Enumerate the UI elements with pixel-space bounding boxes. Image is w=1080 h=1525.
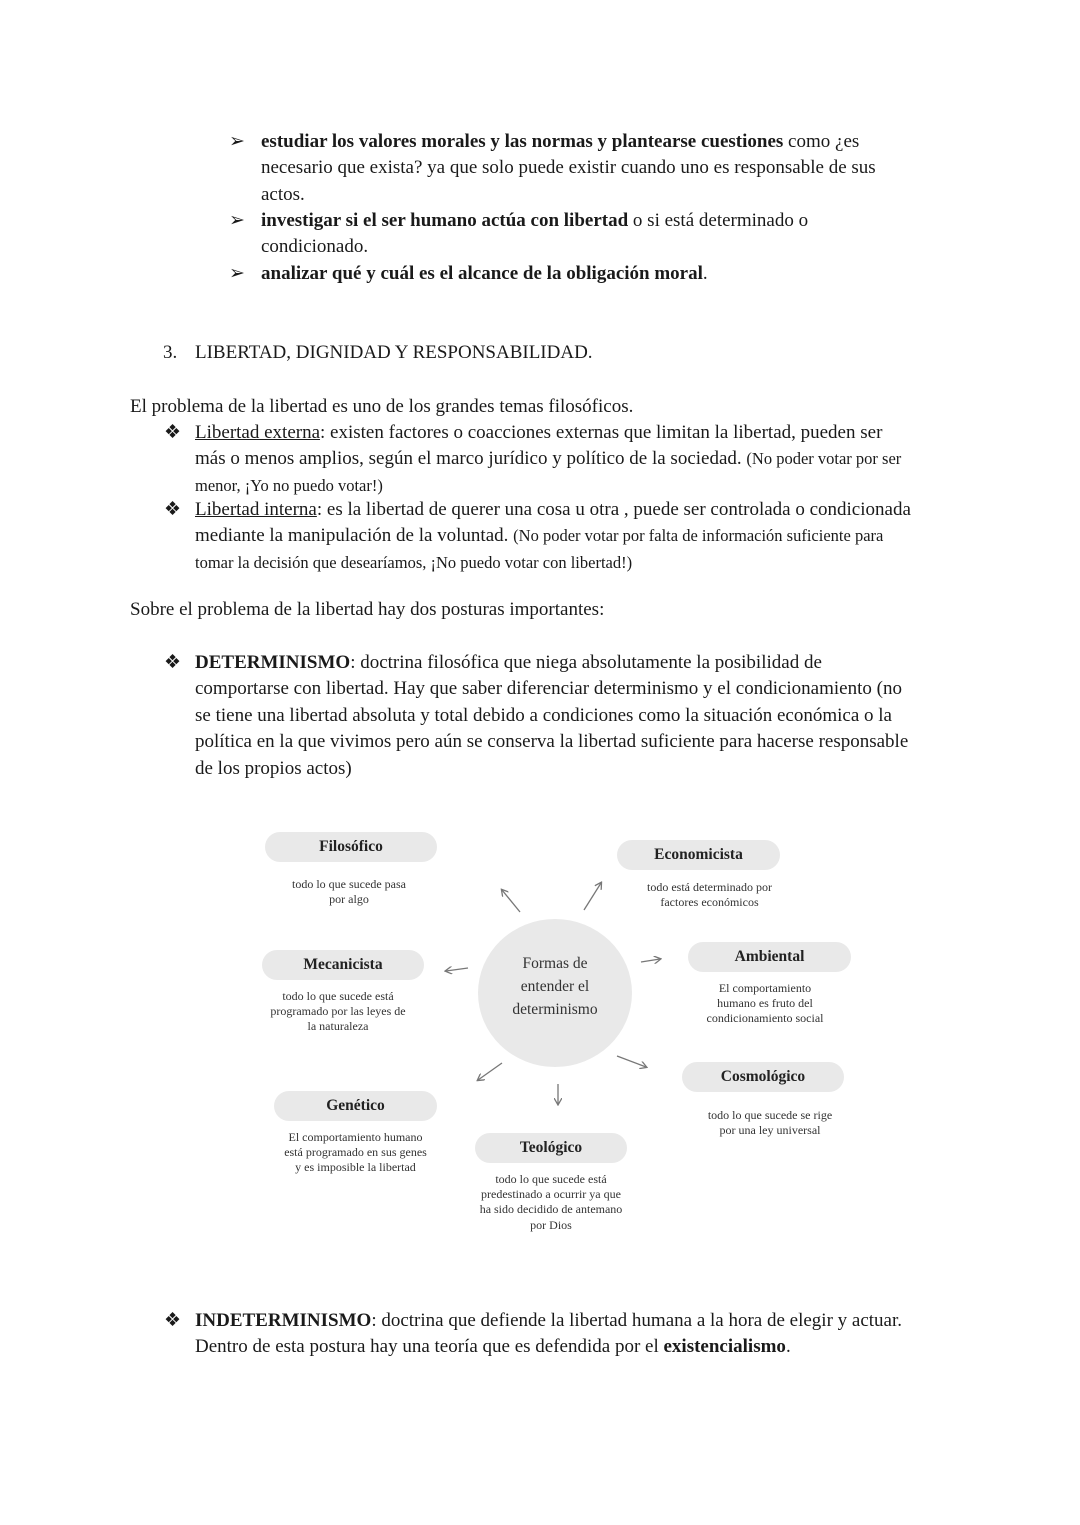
indeterminismo-paragraph: INDETERMINISMO: doctrina que defiende la libertad humana a la hora de elegir y actuar. Dentro de esta postura hay una teoría que es defendida por el existencialismo.: [195, 1310, 903, 1358]
determinismo-paragraph: DETERMINISMO: doctrina filosófica que niega absolutamente la posibilidad de comportarse con libertad. Hay que saber diferenciar determinismo y el condicionamiento (no se tiene una libertad absoluta y total debido a condiciones como la situación económica o la política en la que vivimos pero aún se conserva la libertad suficiente para hacerse responsable de los propios actos): [195, 652, 909, 779]
list-item: investigar si el ser humano actúa con libertad o si está determinado o condicionado.: [261, 210, 809, 258]
node-genetico: Genético: [274, 1091, 437, 1121]
diamond-bullet-icon: ❖: [164, 499, 182, 520]
list-item-libertad-externa: Libertad externa: existen factores o coacciones externas que limitan la libertad, pueden ser más o menos amplios, según el marco jurídico y político de la sociedad. (No poder votar por ser menor, ¡Yo no puedo votar!): [195, 422, 902, 495]
section-title: LIBERTAD, DIGNIDAD Y RESPONSABILIDAD.: [195, 342, 593, 363]
node-economicista: Economicista: [617, 840, 780, 870]
arrow-to-cosmologico: [617, 1056, 646, 1067]
arrow-bullet-icon: ➢: [229, 263, 245, 284]
list-item: analizar qué y cuál es el alcance de la obligación moral.: [261, 263, 708, 284]
arrow-to-filosofico: [502, 890, 520, 912]
intro-paragraph: El problema de la libertad es uno de los grandes temas filosóficos.: [130, 396, 634, 417]
arrow-to-economicista: [584, 883, 601, 910]
node-cosmologico: Cosmológico: [682, 1062, 844, 1092]
node-filosofico: Filosófico: [265, 832, 437, 862]
arrow-to-mecanicista: [446, 968, 468, 971]
diamond-bullet-icon: ❖: [164, 422, 182, 443]
diamond-bullet-icon: ❖: [164, 652, 182, 673]
node-ambiental-desc: El comportamiento humano es fruto del condicionamiento social: [706, 981, 824, 1026]
node-teologico-desc: todo lo que sucede está predestinado a ocurrir ya que ha sido decidido de antemano por Dios: [479, 1172, 623, 1232]
list-item: estudiar los valores morales y las normas y plantearse cuestiones como ¿es necesario que exista? ya que solo puede existir cuando uno es responsable de sus actos.: [261, 131, 876, 205]
node-mecanicista-desc: todo lo que sucede está programado por las leyes de la naturaleza: [270, 989, 406, 1034]
arrow-bullet-icon: ➢: [229, 131, 245, 152]
arrow-to-ambiental: [641, 959, 660, 962]
section-number: 3.: [163, 342, 178, 363]
list-item-libertad-interna: Libertad interna: es la libertad de querer una cosa u otra , puede ser controlada o condicionada mediante la manipulación de la voluntad. (No poder votar por falta de información suficiente para tomar la decisión que desearíamos, ¡No puedo votar con libertad!): [195, 499, 911, 572]
node-mecanicista: Mecanicista: [262, 950, 424, 980]
node-filosofico-desc: todo lo que sucede pasa por algo: [292, 877, 406, 907]
diamond-bullet-icon: ❖: [164, 1310, 182, 1331]
arrow-to-genetico: [478, 1063, 502, 1080]
diagram-center-label: Formas de entender el determinismo: [512, 955, 598, 1018]
node-ambiental: Ambiental: [688, 942, 851, 972]
postures-intro: Sobre el problema de la libertad hay dos posturas importantes:: [130, 599, 605, 620]
node-genetico-desc: El comportamiento humano está programado en sus genes y es imposible la libertad: [284, 1130, 427, 1175]
arrow-bullet-icon: ➢: [229, 210, 245, 231]
node-cosmologico-desc: todo lo que sucede se rige por una ley universal: [707, 1108, 833, 1138]
node-teologico: Teológico: [475, 1133, 627, 1163]
node-economicista-desc: todo está determinado por factores económicos: [647, 880, 772, 910]
